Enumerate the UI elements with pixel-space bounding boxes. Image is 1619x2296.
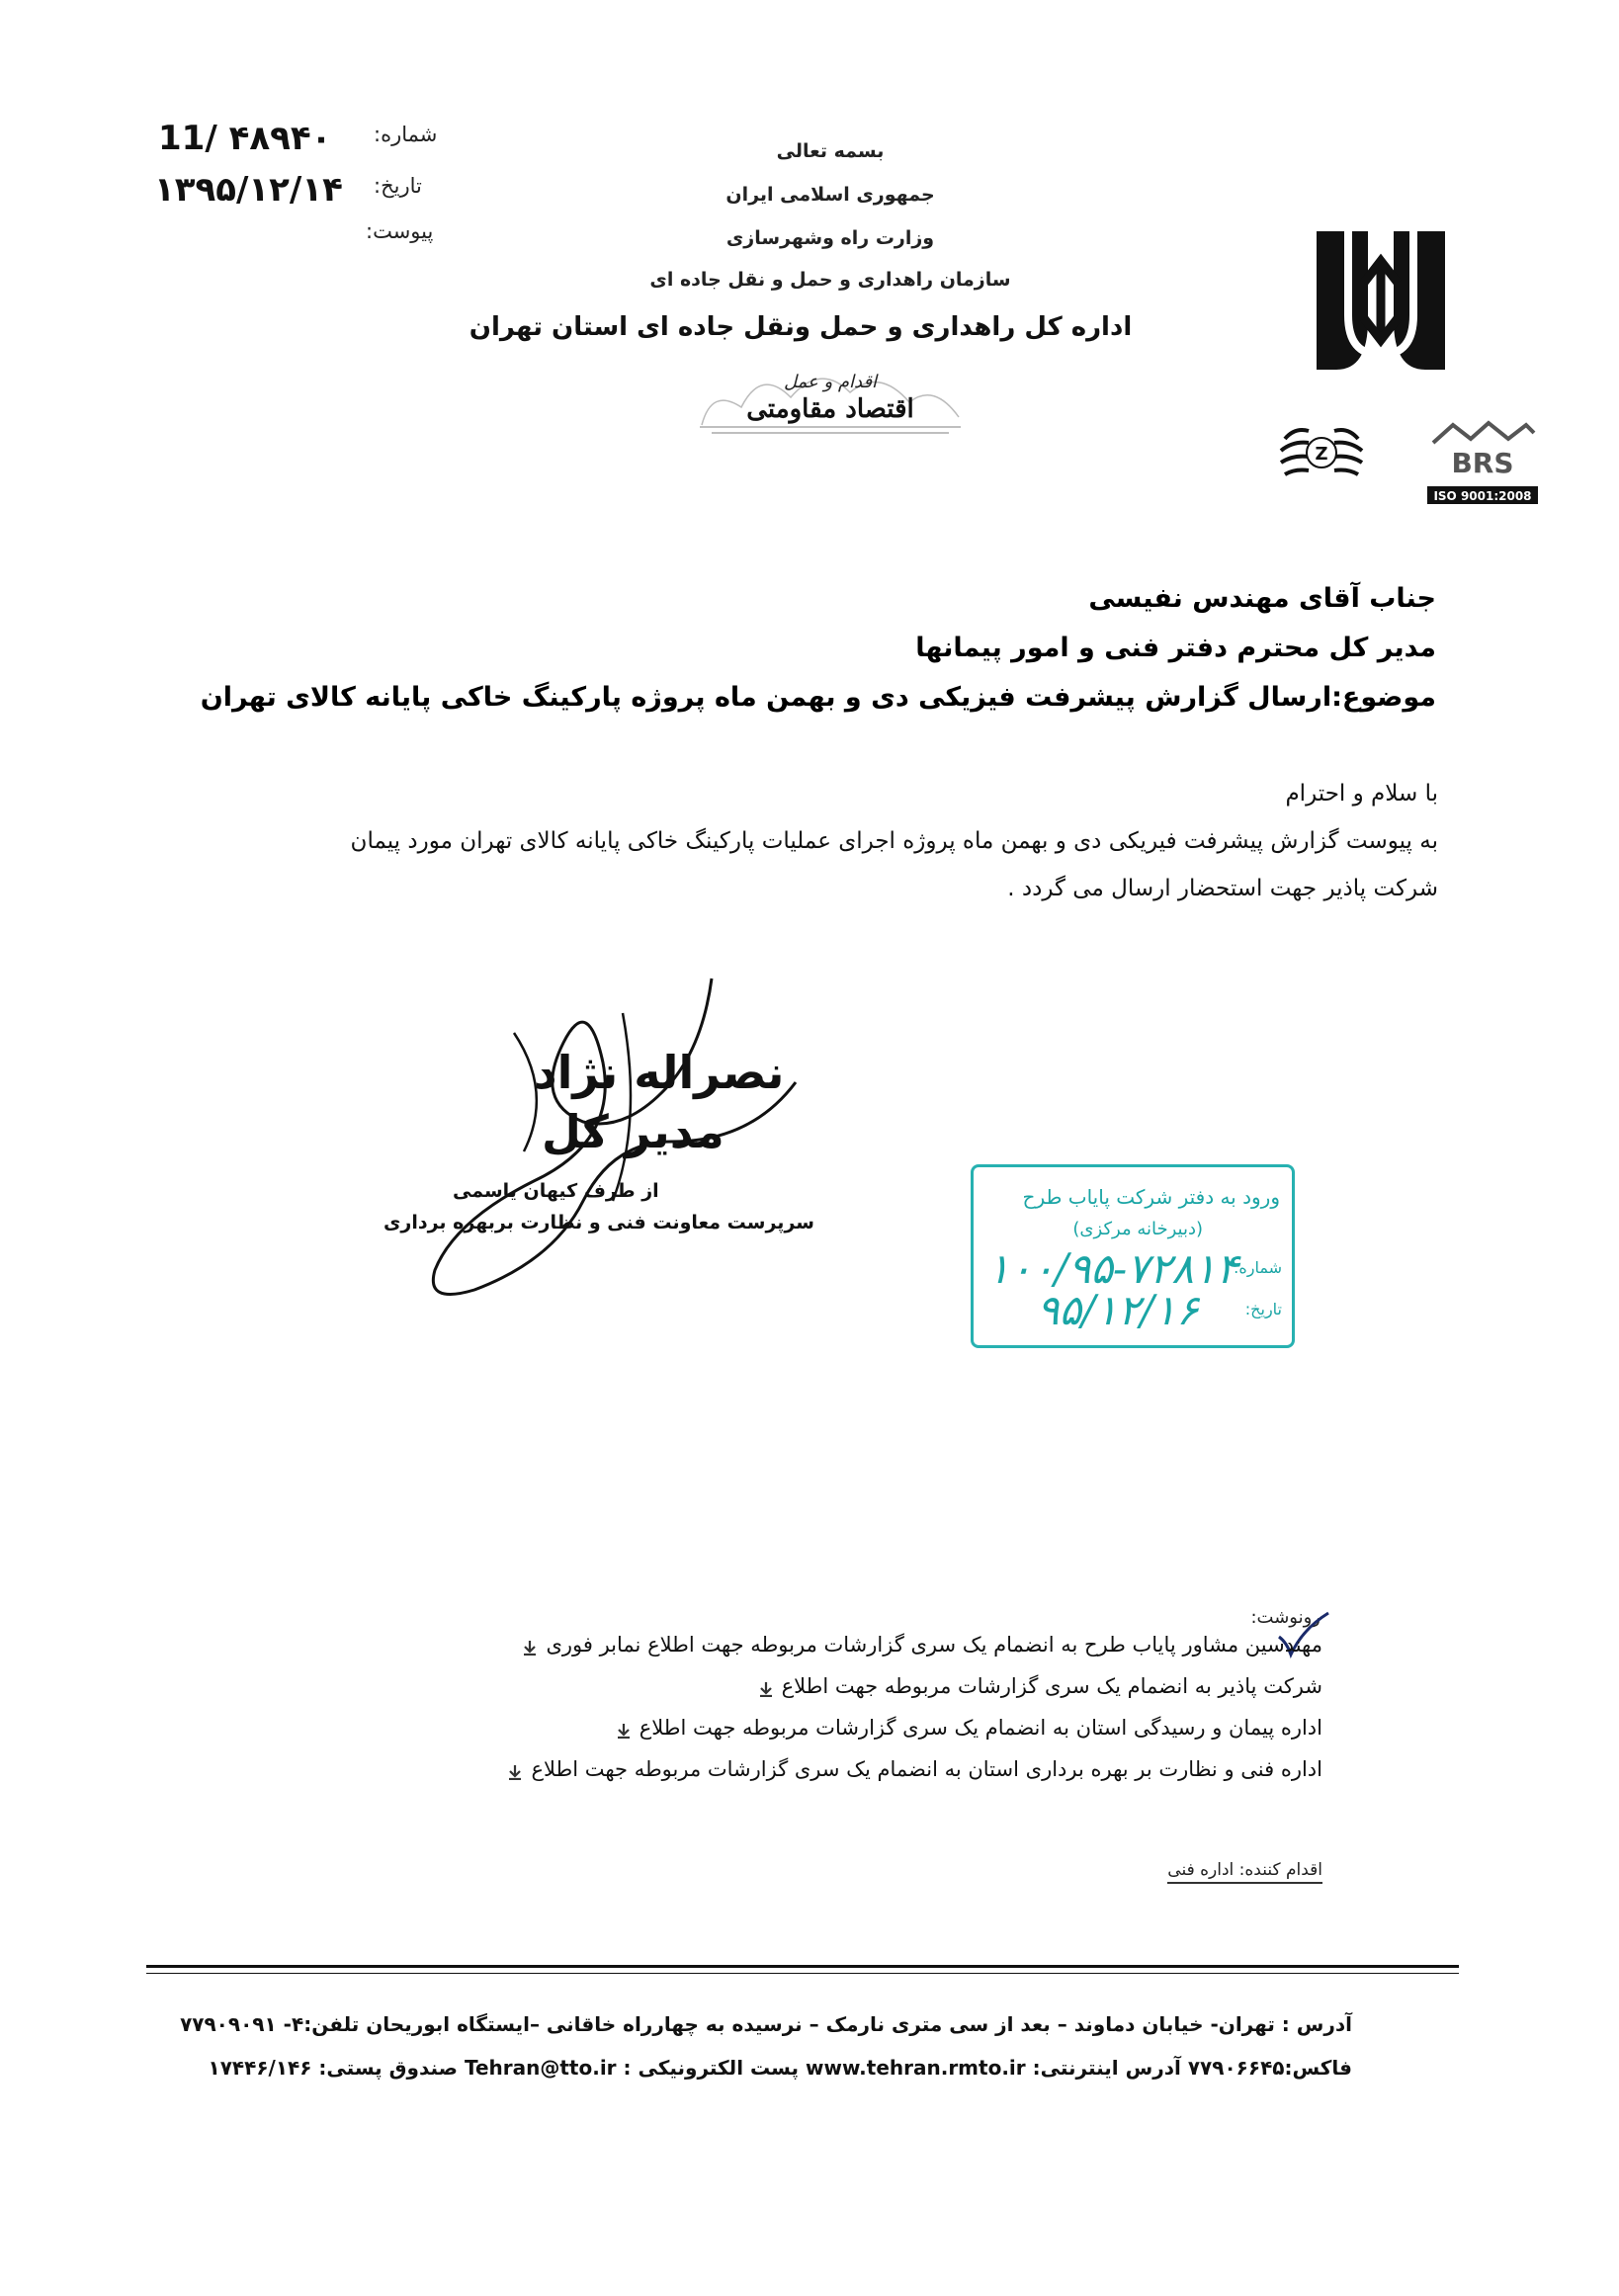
attachment-label: پیوست: bbox=[366, 219, 434, 243]
rmto-logo-icon bbox=[1307, 221, 1455, 389]
republic-name: جمهوری اسلامی ایران bbox=[725, 184, 935, 206]
office-name: اداره کل راهداری و حمل ونقل جاده ای استان تهران bbox=[469, 312, 1133, 342]
letter-date: ۱۳۹۵/۱۲/۱۴ bbox=[154, 170, 343, 210]
body-line-1: به پیوست گزارش پیشرفت فیریکی دی و بهمن ماه پروژه اجرای عملیات پارکینگ خاکی پایانه کالای تهران مورد پیمان bbox=[350, 828, 1438, 854]
svg-text:BRS: BRS bbox=[1451, 447, 1514, 479]
cc-item-text: اداره پیمان و رسیدگی استان به انضمام یک سری گزارشات مربوطه جهت اطلاع bbox=[639, 1716, 1322, 1740]
cc-item-text: مهندسین مشاور پایاب طرح به انضمام یک سری گزارشات مربوطه جهت اطلاع نمابر فوری bbox=[546, 1633, 1322, 1657]
cc-item bbox=[616, 1716, 1322, 1740]
letter-number: 11/ ۴۸۹۴۰ bbox=[158, 119, 332, 158]
date-label: تاریخ: bbox=[374, 174, 422, 198]
cc-item bbox=[758, 1674, 1322, 1698]
stamp-number-label: شماره: bbox=[1233, 1258, 1282, 1277]
action-by: اقدام کننده: اداره فنی bbox=[1167, 1860, 1322, 1884]
svg-text:ISO 9001:2008: ISO 9001:2008 bbox=[1433, 489, 1532, 503]
stamp-line-1: ورود به دفتر شرکت پایاب طرح bbox=[1022, 1185, 1280, 1209]
footer-divider-thin bbox=[146, 1973, 1459, 1974]
organization-name: سازمان راهداری و حمل و نقل جاده ای bbox=[649, 269, 1011, 291]
subject-line: موضوع:ارسال گزارش پیشرفت فیزیکی دی و بهمن ماه پروژه پارکینگ خاکی پایانه کالای تهران bbox=[200, 682, 1436, 713]
body-line-2: شرکت پاذیر جهت استحضار ارسال می گردد . bbox=[1007, 876, 1438, 901]
cc-item bbox=[507, 1757, 1322, 1781]
signatory-title: مدیر کل bbox=[542, 1105, 724, 1158]
addressee-name: جناب آقای مهندس نفیسی bbox=[1088, 583, 1436, 614]
svg-text:اقدام و عمل: اقدام و عمل bbox=[783, 372, 878, 392]
cc-heading: رونوشت: bbox=[1250, 1607, 1321, 1628]
svg-text:اقتصاد مقاومتی: اقتصاد مقاومتی bbox=[746, 394, 914, 424]
cc-item-text: اداره فنی و نظارت بر بهره برداری استان به انضمام یک سری گزارشات مربوطه جهت اطلاع bbox=[531, 1757, 1322, 1781]
brs-logo-icon bbox=[1423, 413, 1542, 508]
on-behalf-line: از طرف کیهان یاسمی bbox=[453, 1180, 659, 1202]
slogan-banner bbox=[682, 348, 979, 447]
stamp-date-value: ۹۵/۱۲/۱۶ bbox=[1037, 1286, 1199, 1334]
signatory-role: سرپرست معاونت فنی و نظارت بربهره برداری bbox=[383, 1212, 814, 1233]
footer-divider-thick bbox=[146, 1965, 1459, 1968]
svg-text:Z: Z bbox=[1315, 444, 1328, 465]
stamp-date-label: تاریخ: bbox=[1244, 1300, 1282, 1318]
bismillah: بسمه تعالی bbox=[776, 140, 885, 162]
iso-emblem-icon bbox=[1275, 419, 1368, 490]
stamp-line-2: (دبیرخانه مرکزی) bbox=[1072, 1219, 1203, 1239]
receipt-stamp bbox=[971, 1164, 1295, 1348]
arrow-bullet-icon bbox=[616, 1720, 632, 1736]
arrow-bullet-icon bbox=[758, 1678, 774, 1694]
number-label: شماره: bbox=[374, 123, 438, 146]
signatory-name: نصراله نژاد bbox=[534, 1046, 785, 1099]
addressee-title: مدیر کل محترم دفتر فنی و امور پیمانها bbox=[915, 633, 1436, 663]
footer-address: آدرس : تهران- خیابان دماوند – بعد از سی متری نارمک – نرسیده به چهارراه خاقانی –ایستگاه ابوریحان تلفن:۴- ۷۷۹۰۹۰۹۱ bbox=[180, 2012, 1352, 2036]
footer-contact: فاکس:۷۷۹۰۶۶۴۵ آدرس اینترنتی: www.tehran.rmto.ir پست الکترونیکی : Tehran@tto.ir صندوق پستی: ۱۷۴۴۶/۱۴۶ bbox=[208, 2056, 1352, 2080]
cc-item bbox=[522, 1633, 1322, 1657]
arrow-bullet-icon bbox=[522, 1637, 538, 1653]
arrow-bullet-icon bbox=[507, 1761, 523, 1777]
cc-item-text: شرکت پاذیر به انضمام یک سری گزارشات مربوطه جهت اطلاع bbox=[781, 1674, 1322, 1698]
ministry-name: وزارت راه وشهرسازی bbox=[725, 227, 935, 249]
stamp-number-value: ۱۰۰/۹۵-۷۲۸۱۴ bbox=[987, 1244, 1238, 1293]
greeting: با سلام و احترام bbox=[1285, 781, 1438, 807]
